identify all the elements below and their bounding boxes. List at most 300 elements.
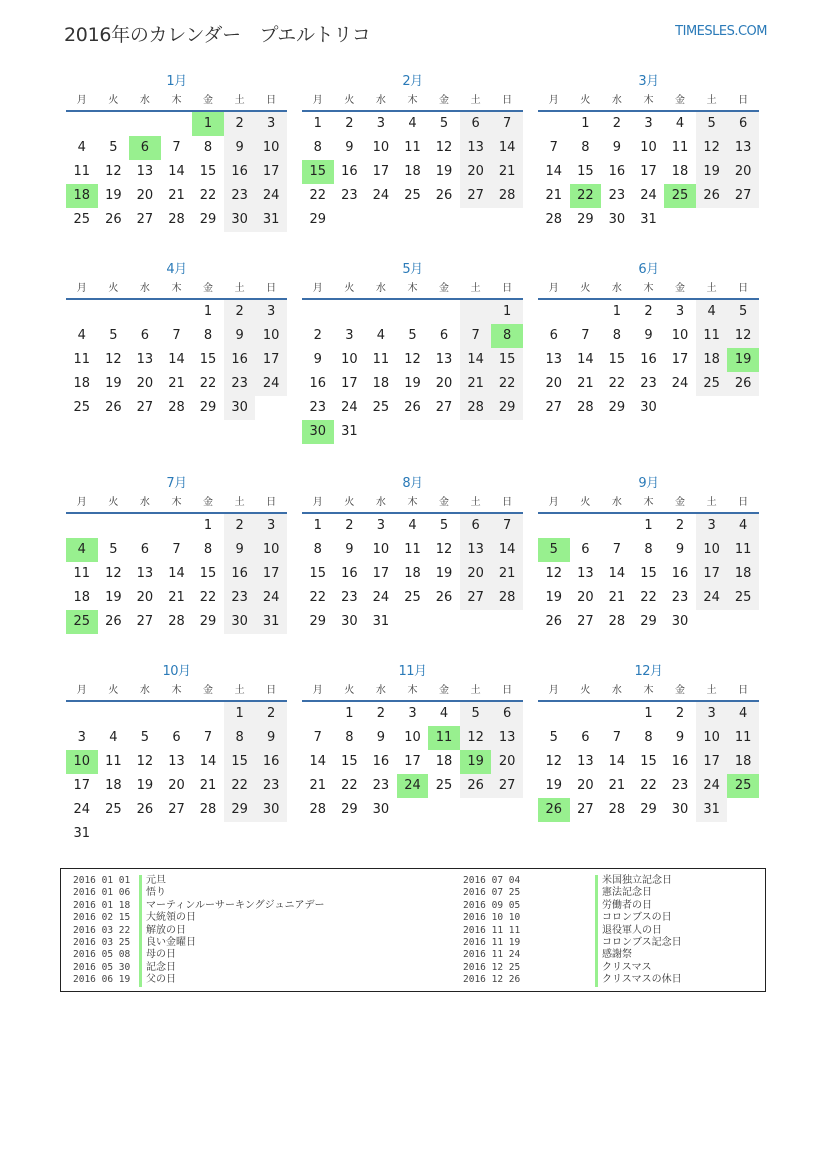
day-cell: 27 — [136, 212, 154, 227]
day-cell: 9 — [376, 730, 386, 745]
day-cell: 9 — [224, 324, 256, 348]
day-cell: 4 — [675, 116, 685, 131]
day-cell: 5 — [109, 328, 118, 343]
holiday-name: 解放の日 — [139, 925, 186, 937]
day-cell: 25 — [696, 372, 728, 396]
day-cell: 13 — [460, 136, 492, 160]
day-cell: 6 — [140, 328, 150, 343]
day-cell: 29 — [199, 400, 217, 415]
day-cell: 21 — [168, 188, 185, 203]
day-cell: 26 — [545, 614, 563, 629]
day-cell: 7 — [612, 730, 622, 745]
holiday-date: 2016 11 24 — [463, 949, 521, 961]
weekday-label: 火 — [580, 497, 591, 508]
holiday-date: 2016 06 19 — [73, 974, 131, 986]
day-cell: 2 — [376, 706, 386, 721]
day-cell: 12 — [435, 140, 453, 155]
weekday-label: 日 — [266, 95, 277, 106]
day-cell: 24 — [696, 774, 728, 798]
day-cell: 30 — [341, 614, 358, 629]
weekday-header — [66, 280, 287, 300]
weekday-label: 月 — [76, 497, 87, 508]
day-cell: 16 — [640, 352, 657, 367]
day-cell: 16 — [341, 566, 358, 581]
day-cell: 4 — [77, 140, 86, 155]
day-cell: 22 — [199, 376, 217, 391]
weekday-label: 木 — [171, 685, 182, 696]
day-cell: 31 — [640, 212, 657, 227]
holiday-list-left — [73, 875, 324, 987]
day-cell: 3 — [696, 514, 728, 538]
day-cell: 28 — [460, 396, 492, 420]
day-cell: 22 — [640, 778, 657, 793]
day-cell: 5 — [727, 300, 759, 324]
day-cell: 5 — [109, 542, 118, 557]
day-cell: 2 — [224, 514, 256, 538]
weekday-label: 火 — [344, 685, 355, 696]
empty-cell — [538, 702, 570, 726]
holiday-day-cell: 4 — [66, 538, 98, 562]
weekday-header — [66, 682, 287, 702]
day-cell: 2 — [612, 116, 622, 131]
weekday-label: 日 — [502, 685, 513, 696]
day-cell: 13 — [491, 726, 523, 750]
day-cell: 1 — [345, 706, 354, 721]
day-cell: 16 — [255, 750, 287, 774]
holiday-name: 憲法記念日 — [595, 887, 652, 899]
day-cell: 25 — [727, 586, 759, 610]
day-cell: 27 — [545, 400, 563, 415]
day-cell: 5 — [439, 518, 449, 533]
empty-cell — [428, 300, 460, 324]
day-cell: 9 — [345, 542, 354, 557]
day-cell: 27 — [168, 802, 185, 817]
day-cell: 18 — [73, 376, 91, 391]
weekday-label: 木 — [407, 497, 418, 508]
day-cell: 11 — [372, 352, 390, 367]
day-cell: 12 — [105, 164, 122, 179]
day-cell: 19 — [435, 566, 453, 581]
weekday-label: 日 — [738, 95, 749, 106]
holiday-date: 2016 09 05 — [463, 899, 521, 911]
weekday-label: 火 — [344, 95, 355, 106]
day-cell: 21 — [491, 160, 523, 184]
day-cell: 23 — [255, 774, 287, 798]
day-cell: 1 — [313, 518, 322, 533]
day-cell: 13 — [168, 754, 185, 769]
day-cell: 22 — [199, 188, 217, 203]
day-cell: 18 — [435, 754, 453, 769]
day-cell: 31 — [255, 610, 287, 634]
holiday-date: 2016 11 19 — [463, 936, 521, 948]
holiday-date: 2016 07 25 — [463, 887, 521, 899]
day-cell: 10 — [372, 140, 390, 155]
weekday-label: 水 — [611, 685, 622, 696]
weekday-label: 金 — [203, 497, 214, 508]
day-cell: 21 — [309, 778, 327, 793]
day-cell: 23 — [224, 586, 256, 610]
weekday-label: 土 — [706, 497, 717, 508]
day-cell: 27 — [577, 614, 594, 629]
day-cell: 28 — [168, 400, 185, 415]
day-cell: 21 — [577, 376, 594, 391]
weekday-label: 火 — [580, 95, 591, 106]
weekday-label: 金 — [439, 497, 450, 508]
weekday-label: 土 — [706, 283, 717, 294]
day-cell: 25 — [372, 400, 390, 415]
day-cell: 13 — [460, 538, 492, 562]
day-cell: 12 — [105, 566, 122, 581]
empty-cell — [98, 112, 130, 136]
weekday-label: 月 — [312, 283, 323, 294]
month-8 — [302, 474, 523, 634]
month-4 — [66, 260, 287, 420]
holiday-name: 良い金曜日 — [139, 937, 196, 949]
holiday-name: 記念日 — [139, 962, 176, 974]
day-cell: 31 — [255, 208, 287, 232]
day-cell: 29 — [491, 396, 523, 420]
day-cell: 27 — [491, 774, 523, 798]
day-cell: 23 — [224, 372, 256, 396]
day-cell: 14 — [168, 164, 185, 179]
weekday-label: 金 — [675, 95, 686, 106]
day-cell: 2 — [313, 328, 322, 343]
empty-cell — [570, 514, 602, 538]
day-cell: 19 — [435, 164, 453, 179]
day-cell: 6 — [549, 328, 558, 343]
weekday-label: 金 — [439, 95, 450, 106]
weekday-label: 火 — [108, 497, 119, 508]
day-cell: 30 — [671, 802, 689, 817]
holiday-row — [73, 949, 324, 961]
day-cell: 21 — [460, 372, 492, 396]
day-cell: 26 — [696, 184, 728, 208]
day-cell: 24 — [255, 184, 287, 208]
weekday-header — [538, 280, 759, 300]
day-cell: 18 — [105, 778, 122, 793]
day-cell: 26 — [435, 590, 453, 605]
weekday-header — [538, 682, 759, 702]
day-cell: 5 — [696, 112, 728, 136]
day-cell: 29 — [199, 212, 217, 227]
day-cell: 19 — [404, 376, 421, 391]
weekday-label: 日 — [738, 685, 749, 696]
day-cell: 29 — [640, 802, 657, 817]
day-cell: 11 — [696, 324, 728, 348]
day-cell: 25 — [404, 188, 421, 203]
day-cell: 15 — [640, 754, 657, 769]
day-cell: 12 — [435, 542, 453, 557]
weekday-label: 日 — [738, 497, 749, 508]
holiday-day-cell: 25 — [66, 610, 98, 634]
weekday-label: 土 — [470, 685, 481, 696]
day-cell: 8 — [581, 140, 590, 155]
day-cell: 20 — [136, 590, 154, 605]
weekday-label: 土 — [470, 497, 481, 508]
day-cell: 11 — [727, 538, 759, 562]
weekday-label: 木 — [171, 497, 182, 508]
day-grid — [66, 514, 287, 634]
holiday-day-cell: 19 — [727, 348, 759, 372]
day-cell: 7 — [460, 324, 492, 348]
day-cell: 2 — [644, 304, 653, 319]
month-3 — [538, 72, 759, 232]
weekday-label: 金 — [675, 283, 686, 294]
weekday-label: 水 — [375, 497, 386, 508]
empty-cell — [66, 300, 98, 324]
day-cell: 21 — [608, 778, 626, 793]
day-cell: 20 — [460, 160, 492, 184]
day-cell: 18 — [727, 750, 759, 774]
day-cell: 13 — [545, 352, 563, 367]
day-cell: 14 — [491, 538, 523, 562]
day-cell: 30 — [224, 610, 256, 634]
day-cell: 16 — [224, 348, 256, 372]
day-cell: 17 — [255, 562, 287, 586]
holiday-list-right — [463, 875, 682, 987]
day-cell: 17 — [404, 754, 421, 769]
day-cell: 23 — [372, 778, 390, 793]
empty-cell — [397, 300, 429, 324]
day-cell: 15 — [577, 164, 594, 179]
day-cell: 25 — [105, 802, 122, 817]
day-cell: 9 — [224, 538, 256, 562]
day-cell: 1 — [581, 116, 590, 131]
weekday-header — [302, 682, 523, 702]
month-2 — [302, 72, 523, 232]
weekday-label: 木 — [643, 685, 654, 696]
holiday-date: 2016 01 18 — [73, 899, 131, 911]
day-cell: 31 — [341, 424, 358, 439]
day-cell: 1 — [203, 304, 213, 319]
day-cell: 5 — [439, 116, 449, 131]
day-cell: 28 — [545, 212, 563, 227]
day-cell: 7 — [172, 328, 181, 343]
brand-logo[interactable]: TIMESLES.COM — [675, 24, 767, 39]
day-cell: 19 — [105, 590, 122, 605]
day-cell: 16 — [671, 566, 689, 581]
empty-cell — [98, 702, 130, 726]
month-10 — [66, 662, 287, 846]
day-cell: 7 — [491, 514, 523, 538]
day-cell: 4 — [439, 706, 449, 721]
day-cell: 31 — [696, 798, 728, 822]
day-cell: 13 — [136, 164, 154, 179]
day-cell: 12 — [545, 754, 563, 769]
weekday-label: 水 — [139, 685, 150, 696]
weekday-label: 日 — [266, 685, 277, 696]
day-cell: 20 — [491, 750, 523, 774]
day-cell: 20 — [577, 778, 594, 793]
empty-cell — [129, 702, 161, 726]
day-cell: 15 — [608, 352, 626, 367]
weekday-label: 水 — [611, 283, 622, 294]
day-cell: 22 — [341, 778, 358, 793]
weekday-label: 月 — [548, 283, 559, 294]
weekday-label: 日 — [502, 497, 513, 508]
day-cell: 20 — [545, 376, 563, 391]
day-cell: 18 — [696, 348, 728, 372]
day-cell: 27 — [460, 586, 492, 610]
day-cell: 15 — [341, 754, 358, 769]
weekday-label: 木 — [407, 95, 418, 106]
weekday-label: 日 — [266, 283, 277, 294]
day-cell: 24 — [640, 188, 657, 203]
month-title: 3月 — [638, 74, 659, 89]
day-cell: 10 — [255, 538, 287, 562]
day-cell: 19 — [105, 188, 122, 203]
day-cell: 1 — [313, 116, 322, 131]
month-title: 12月 — [634, 664, 663, 679]
day-cell: 16 — [671, 754, 689, 769]
month-11 — [302, 662, 523, 822]
day-cell: 6 — [140, 542, 150, 557]
day-cell: 13 — [435, 352, 453, 367]
holiday-day-cell: 15 — [302, 160, 334, 184]
holiday-date: 2016 11 11 — [463, 924, 521, 936]
day-cell: 24 — [372, 188, 390, 203]
day-cell: 17 — [671, 352, 689, 367]
day-cell: 3 — [255, 300, 287, 324]
day-cell: 27 — [136, 614, 154, 629]
day-cell: 24 — [255, 586, 287, 610]
day-cell: 26 — [105, 400, 122, 415]
day-cell: 3 — [408, 706, 417, 721]
day-cell: 5 — [460, 702, 492, 726]
weekday-label: 水 — [611, 95, 622, 106]
day-cell: 9 — [612, 140, 622, 155]
day-cell: 30 — [372, 802, 390, 817]
holiday-name: クリスマス — [595, 962, 652, 974]
day-cell: 12 — [460, 726, 492, 750]
day-cell: 10 — [255, 324, 287, 348]
day-cell: 10 — [671, 328, 689, 343]
weekday-label: 木 — [643, 95, 654, 106]
weekday-label: 土 — [234, 497, 245, 508]
day-cell: 12 — [136, 754, 154, 769]
day-cell: 4 — [77, 328, 86, 343]
day-cell: 23 — [341, 188, 358, 203]
day-cell: 2 — [345, 116, 354, 131]
month-title: 1月 — [166, 74, 187, 89]
month-title: 4月 — [166, 262, 187, 277]
day-cell: 28 — [491, 586, 523, 610]
empty-cell — [538, 112, 570, 136]
empty-cell — [601, 702, 633, 726]
day-cell: 5 — [549, 730, 558, 745]
empty-cell — [570, 702, 602, 726]
empty-cell — [570, 300, 602, 324]
day-cell: 21 — [491, 562, 523, 586]
month-title: 7月 — [166, 476, 187, 491]
weekday-label: 火 — [108, 95, 119, 106]
month-title: 2月 — [402, 74, 423, 89]
day-cell: 26 — [105, 614, 122, 629]
day-cell: 15 — [199, 566, 217, 581]
day-cell: 24 — [341, 400, 358, 415]
holiday-row — [463, 949, 682, 961]
holiday-day-cell: 22 — [570, 184, 602, 208]
day-cell: 22 — [309, 590, 327, 605]
day-cell: 12 — [727, 324, 759, 348]
day-cell: 15 — [491, 348, 523, 372]
day-cell: 29 — [341, 802, 358, 817]
day-cell: 14 — [168, 352, 185, 367]
holiday-row — [463, 962, 682, 974]
day-cell: 7 — [172, 140, 181, 155]
day-cell: 3 — [345, 328, 354, 343]
day-cell: 16 — [341, 164, 358, 179]
day-cell: 1 — [203, 518, 213, 533]
day-cell: 24 — [73, 802, 91, 817]
day-cell: 20 — [168, 778, 185, 793]
holiday-day-cell: 24 — [397, 774, 429, 798]
weekday-header — [66, 92, 287, 112]
day-cell: 26 — [136, 802, 154, 817]
day-cell: 3 — [77, 730, 86, 745]
day-cell: 8 — [224, 726, 256, 750]
day-cell: 6 — [460, 112, 492, 136]
day-cell: 27 — [460, 184, 492, 208]
day-grid — [66, 112, 287, 232]
holiday-row — [73, 875, 324, 887]
day-cell: 9 — [255, 726, 287, 750]
day-cell: 13 — [136, 352, 154, 367]
holiday-name: 退役軍人の日 — [595, 925, 662, 937]
holiday-day-cell: 18 — [66, 184, 98, 208]
holiday-date: 2016 01 01 — [73, 875, 131, 886]
month-7 — [66, 474, 287, 634]
day-cell: 4 — [408, 116, 417, 131]
weekday-label: 月 — [548, 497, 559, 508]
day-cell: 31 — [73, 826, 91, 841]
holiday-name: クリスマスの休日 — [595, 974, 682, 986]
day-cell: 10 — [696, 726, 728, 750]
weekday-label: 木 — [171, 283, 182, 294]
day-cell: 1 — [644, 518, 653, 533]
day-cell: 9 — [224, 136, 256, 160]
day-cell: 18 — [73, 590, 91, 605]
day-cell: 12 — [404, 352, 421, 367]
month-12 — [538, 662, 759, 822]
day-grid — [302, 514, 523, 634]
empty-cell — [302, 300, 334, 324]
weekday-label: 金 — [439, 685, 450, 696]
weekday-label: 木 — [643, 497, 654, 508]
holiday-day-cell: 25 — [727, 774, 759, 798]
weekday-label: 水 — [139, 497, 150, 508]
day-cell: 4 — [727, 514, 759, 538]
day-cell: 27 — [136, 400, 154, 415]
day-cell: 25 — [73, 212, 91, 227]
day-cell: 29 — [224, 798, 256, 822]
holiday-date: 2016 03 22 — [73, 924, 131, 936]
holiday-date: 2016 07 04 — [463, 875, 521, 886]
day-grid — [302, 112, 523, 232]
weekday-label: 日 — [738, 283, 749, 294]
month-5 — [302, 260, 523, 444]
day-cell: 3 — [696, 702, 728, 726]
weekday-label: 月 — [76, 685, 87, 696]
day-cell: 23 — [640, 376, 657, 391]
empty-cell — [98, 514, 130, 538]
weekday-header — [302, 280, 523, 300]
weekday-label: 日 — [502, 283, 513, 294]
day-cell: 8 — [203, 542, 213, 557]
holiday-date: 2016 12 26 — [463, 974, 521, 986]
day-cell: 17 — [372, 566, 390, 581]
weekday-label: 金 — [439, 283, 450, 294]
